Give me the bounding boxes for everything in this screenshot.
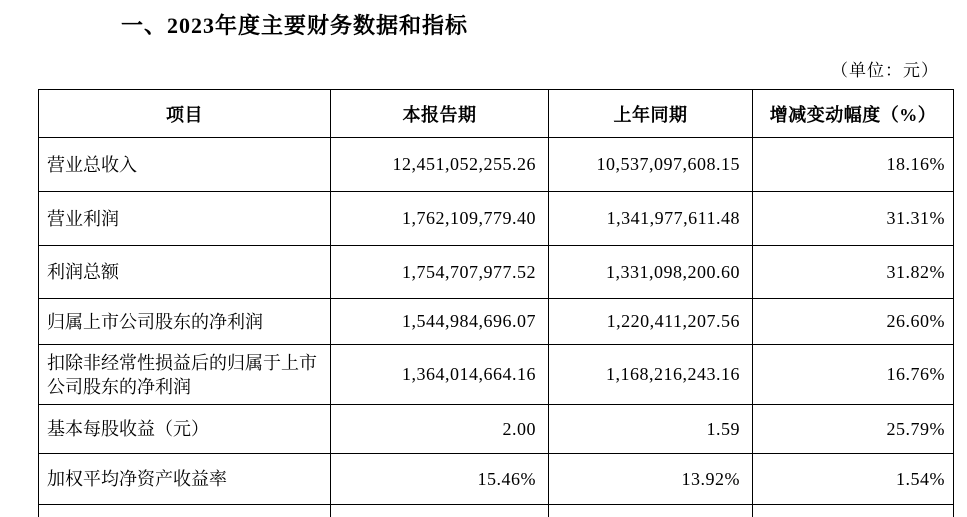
cell-empty [753,505,954,517]
column-header-2: 上年同期 [549,90,753,138]
cell-prior: 10,537,097,608.15 [549,138,753,192]
cell-prior: 13.92% [549,454,753,505]
cell-empty [331,505,549,517]
cell-empty [39,505,331,517]
cell-change: 26.60% [753,299,954,345]
cell-prior: 1,168,216,243.16 [549,345,753,405]
cell-item: 基本每股收益（元） [39,405,331,454]
table-head [39,90,954,138]
page-title: 一、2023年度主要财务数据和指标 [121,13,469,38]
cell-current: 1,762,109,779.40 [331,192,549,246]
table-row-partial [39,505,954,517]
cell-item: 归属上市公司股东的净利润 [39,299,331,345]
column-header-1: 本报告期 [331,90,549,138]
table-row [39,454,954,505]
cell-change: 31.82% [753,246,954,299]
cell-change: 25.79% [753,405,954,454]
cell-empty [549,505,753,517]
cell-current: 1,754,707,977.52 [331,246,549,299]
cell-current: 1,364,014,664.16 [331,345,549,405]
cell-item: 营业利润 [39,192,331,246]
table-row [39,138,954,192]
financial-data-table [38,89,954,517]
cell-item: 扣除非经常性损益后的归属于上市公司股东的净利润 [39,345,331,405]
table-body [39,138,954,517]
cell-change: 31.31% [753,192,954,246]
table-row [39,246,954,299]
table-row [39,299,954,345]
cell-prior: 1,220,411,207.56 [549,299,753,345]
cell-change: 1.54% [753,454,954,505]
cell-current: 2.00 [331,405,549,454]
cell-change: 18.16% [753,138,954,192]
cell-prior: 1.59 [549,405,753,454]
cell-current: 12,451,052,255.26 [331,138,549,192]
cell-item: 利润总额 [39,246,331,299]
cell-current: 15.46% [331,454,549,505]
column-header-0: 项目 [39,90,331,138]
column-header-3: 增减变动幅度（%） [753,90,954,138]
cell-item: 加权平均净资产收益率 [39,454,331,505]
cell-prior: 1,341,977,611.48 [549,192,753,246]
table-row [39,192,954,246]
cell-change: 16.76% [753,345,954,405]
unit-label: （单位：元） [831,61,939,80]
table-header-row [39,90,954,138]
table-row [39,405,954,454]
table-row [39,345,954,405]
cell-prior: 1,331,098,200.60 [549,246,753,299]
cell-current: 1,544,984,696.07 [331,299,549,345]
cell-item: 营业总收入 [39,138,331,192]
